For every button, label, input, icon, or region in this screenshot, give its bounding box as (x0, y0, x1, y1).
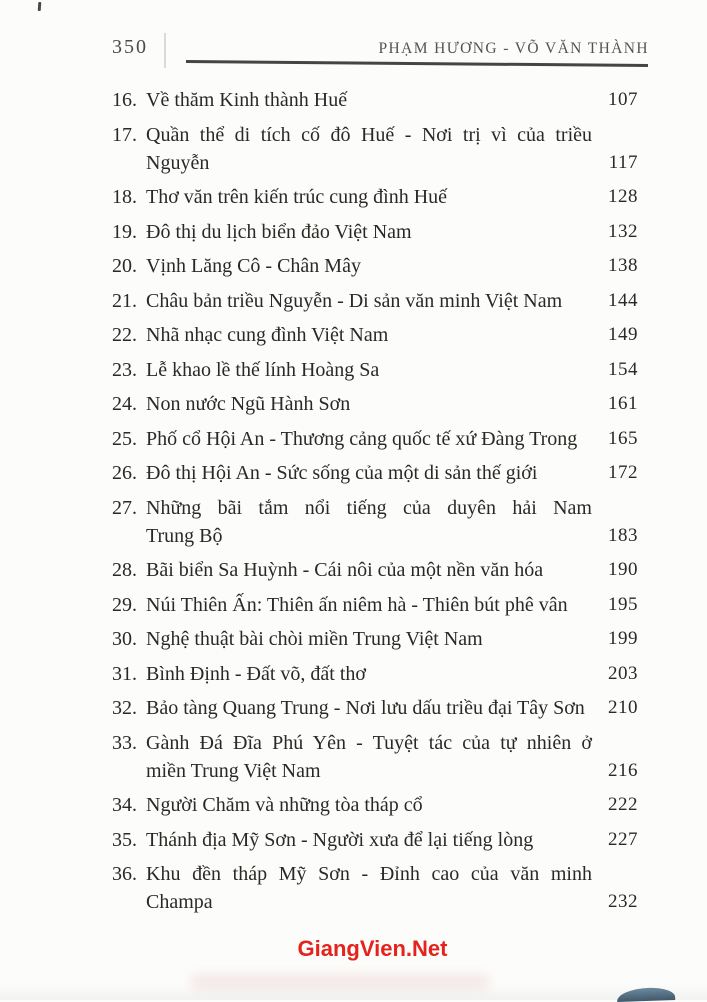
toc-entry (112, 694, 638, 722)
toc-entry-title-line: Gành Đá Đĩa Phú Yên - Tuyệt tác của tự nhiên ở (146, 731, 592, 754)
toc-entry-title (146, 494, 592, 550)
toc-entry (112, 591, 638, 619)
toc-entry-number: 33. (112, 731, 137, 754)
header-divider (164, 33, 166, 68)
toc-entry-title-line: Trung Bộ (146, 524, 223, 547)
watermark-text: GiangVien.Net (297, 936, 448, 961)
toc-entry-title-line: Đô thị du lịch biển đảo Việt Nam (146, 220, 412, 243)
header-rule (186, 60, 648, 67)
toc-entry-title-line: Phố cổ Hội An - Thương cảng quốc tế xứ Đàng Trong (146, 427, 578, 450)
toc-entry (112, 218, 638, 246)
toc-entry-page: 216 (608, 759, 638, 781)
toc-entry-number: 34. (112, 794, 137, 816)
toc-entry-title-line: Những bãi tắm nổi tiếng của duyên hải Nam (146, 496, 592, 519)
toc-entry-title-line: Nhã nhạc cung đình Việt Nam (146, 324, 389, 346)
toc-entry-title-line: Đô thị Hội An - Sức sống của một di sản thế giới (146, 462, 538, 484)
toc-entry-page: 128 (608, 186, 638, 207)
toc-entry-title (146, 356, 592, 384)
toc-entry-page: 183 (608, 524, 638, 546)
toc-entry-number: 25. (112, 427, 137, 450)
toc-entry-number: 16. (112, 89, 137, 111)
toc-entry-number: 17. (112, 123, 137, 146)
toc-entry-title (146, 218, 592, 246)
toc-entry-number: 23. (112, 358, 137, 381)
toc-entry (112, 121, 638, 177)
toc-entry-page: 172 (608, 462, 638, 483)
toc-entry-title-line: Về thăm Kinh thành Huế (146, 89, 348, 111)
toc-entry-page: 195 (608, 593, 638, 615)
toc-entry-number: 24. (112, 393, 137, 415)
toc-entry (112, 287, 638, 315)
toc-entry-title-line: Thánh địa Mỹ Sơn - Người xưa để lại tiếng lòng (146, 828, 534, 851)
toc-entry-title (146, 591, 592, 619)
toc-entry (112, 494, 638, 550)
toc-entry (112, 356, 638, 384)
toc-entry-number: 22. (112, 324, 137, 346)
toc-entry-title (146, 729, 592, 785)
toc-entry-page: 190 (608, 559, 638, 580)
toc-entry-number: 32. (112, 697, 137, 719)
running-header: PHẠM HƯƠNG - VÕ VĂN THÀNH (378, 40, 649, 57)
toc-entry (112, 321, 638, 349)
toc-entry-number: 35. (112, 828, 137, 851)
toc-entry-title-line: Lễ khao lề thế lính Hoàng Sa (146, 358, 380, 381)
toc-entry-title-line: Bảo tàng Quang Trung - Nơi lưu dấu triều đại Tây Sơn (146, 697, 585, 719)
toc-entry-title-line: Núi Thiên Ấn: Thiên ấn niêm hà - Thiên bút phê vân (146, 593, 568, 616)
toc-entry (112, 390, 638, 418)
toc-entry-title-line: Bình Định - Đất võ, đất thơ (146, 662, 366, 685)
toc-entry-page: 117 (608, 151, 638, 173)
toc-entry-number: 31. (112, 662, 137, 685)
toc-entry-page: 154 (608, 358, 638, 380)
toc-entry-number: 20. (112, 255, 137, 277)
toc-entry-page: 210 (608, 697, 638, 718)
toc-entry-title (146, 791, 592, 819)
folio-page-number: 350 (112, 36, 148, 58)
toc-entry-page: 232 (608, 891, 638, 912)
toc-entry-title (146, 425, 592, 453)
toc-entry (112, 252, 638, 280)
toc-entry-title-line: Khu đền tháp Mỹ Sơn - Đỉnh cao của văn minh (146, 863, 592, 885)
toc-entry (112, 660, 638, 688)
toc-entry-title (146, 660, 592, 688)
toc-entry (112, 183, 638, 211)
toc-entry-number: 28. (112, 559, 137, 581)
toc-entry-title (146, 860, 592, 916)
toc-entry-page: 132 (608, 220, 638, 242)
toc-entry (112, 625, 638, 653)
toc-entry-title (146, 252, 592, 280)
toc-entry-title (146, 390, 592, 418)
toc-entry-page: 107 (608, 89, 638, 110)
toc-entry-title (146, 625, 592, 653)
toc-entry-title (146, 183, 592, 211)
toc-entry-title-line: Người Chăm và những tòa tháp cổ (146, 794, 423, 816)
toc-entry (112, 791, 638, 819)
toc-entry-title (146, 694, 592, 722)
toc-entry-page: 222 (608, 794, 638, 815)
toc-entry-title (146, 826, 592, 854)
toc-entry (112, 556, 638, 584)
toc-entry-title-line: Bãi biển Sa Huỳnh - Cái nôi của một nền văn hóa (146, 559, 544, 581)
toc-list (112, 86, 638, 923)
toc-entry-number: 29. (112, 593, 137, 616)
toc-entry-page: 203 (608, 662, 638, 684)
toc-entry-number: 21. (112, 289, 137, 312)
toc-entry-page: 227 (608, 828, 638, 850)
scan-edge-shadow (0, 984, 707, 1000)
toc-entry-number: 19. (112, 220, 137, 243)
toc-entry-title-line: Châu bản triều Nguyễn - Di sản văn minh Việt Nam (146, 289, 563, 312)
toc-entry-title-line: Vịnh Lăng Cô - Chân Mây (146, 255, 361, 277)
toc-entry-number: 27. (112, 496, 137, 519)
toc-entry-page: 199 (608, 628, 638, 649)
toc-entry (112, 860, 638, 916)
toc-entry (112, 86, 638, 114)
scan-artifact-top-mark (38, 2, 42, 11)
toc-entry (112, 425, 638, 453)
toc-entry-title-line: Non nước Ngũ Hành Sơn (146, 393, 351, 415)
toc-entry-title (146, 556, 592, 584)
toc-entry-title-line: miền Trung Việt Nam (146, 759, 321, 782)
toc-entry-page: 149 (608, 324, 638, 345)
toc-entry (112, 826, 638, 854)
toc-entry-page: 165 (608, 427, 638, 449)
toc-entry-number: 30. (112, 628, 137, 650)
toc-entry-number: 26. (112, 462, 137, 484)
toc-entry-title (146, 321, 592, 349)
toc-entry-title (146, 287, 592, 315)
toc-entry (112, 459, 638, 487)
toc-entry (112, 729, 638, 785)
toc-entry-title-line: Nguyễn (146, 151, 210, 174)
toc-entry-page: 138 (608, 255, 638, 276)
toc-entry-title (146, 459, 592, 487)
toc-entry-title (146, 86, 592, 114)
toc-entry-page: 161 (608, 393, 638, 414)
toc-entry-title-line: Thơ văn trên kiến trúc cung đình Huế (146, 186, 448, 208)
toc-entry-page: 144 (608, 289, 638, 311)
toc-entry-title (146, 121, 592, 177)
toc-entry-number: 36. (112, 863, 137, 885)
toc-entry-title-line: Champa (146, 891, 213, 913)
toc-entry-number: 18. (112, 186, 137, 208)
toc-entry-title-line: Nghệ thuật bài chòi miền Trung Việt Nam (146, 628, 483, 650)
toc-entry-title-line: Quần thể di tích cố đô Huế - Nơi trị vì của triều (146, 123, 592, 146)
